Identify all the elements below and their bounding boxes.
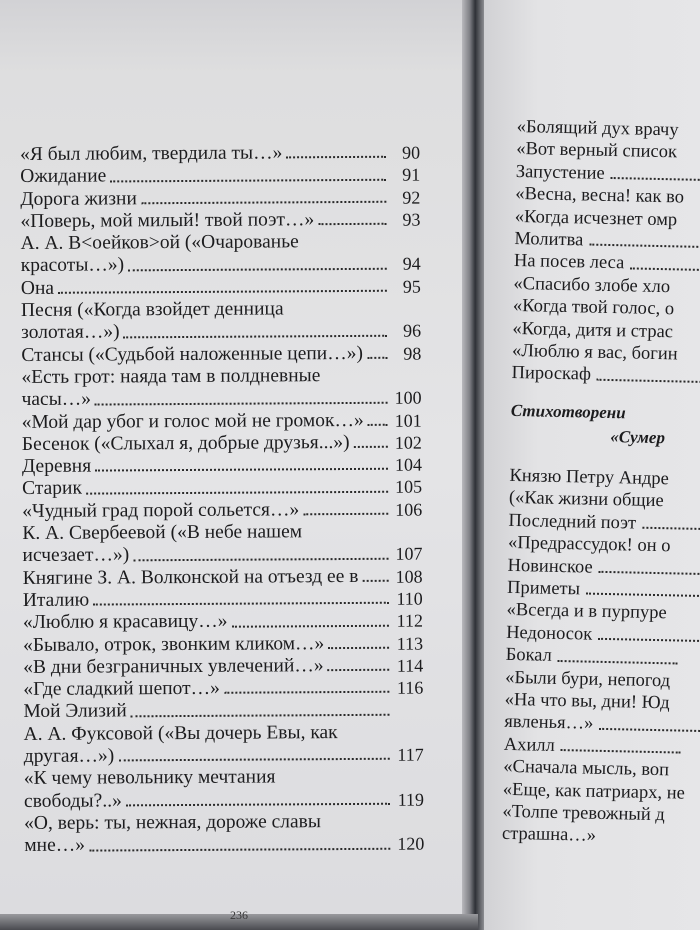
toc-entry-title-cont: золотая…»): [21, 321, 120, 344]
toc-entry-title: Деревня: [21, 455, 92, 478]
toc-entry-title: «К чему невольнику мечтания: [23, 766, 276, 790]
dot-leader: [598, 638, 700, 643]
toc-entry-title: А. А. Фуксовой («Вы дочерь Евы, как: [23, 721, 338, 745]
toc-entry-title: Ожидание: [20, 165, 107, 188]
toc-entry-title: «Поверь, мой милый! твой поэт…»: [20, 209, 315, 232]
toc-entry-title: Приметы: [506, 577, 581, 600]
toc-page-number: 112: [396, 610, 423, 631]
dot-leader: [126, 803, 390, 807]
dot-leader: [599, 571, 700, 576]
toc-entry-title: Стансы («Судьбой наложенные цепи…»): [21, 342, 364, 366]
toc-entry: [24, 766, 424, 813]
toc-page-number: 106: [395, 499, 423, 520]
dot-leader: [93, 602, 389, 606]
toc-entry-title: «О, верь: ты, нежная, дороже славы: [24, 811, 322, 834]
dot-leader: [642, 527, 700, 531]
toc-entry-title: Бесенок («Слыхал я, добрые друзья...»): [21, 431, 350, 455]
dot-leader: [128, 268, 387, 272]
toc-entry: [20, 142, 420, 167]
toc-page-number: 114: [396, 655, 424, 676]
toc-entry-title: «Я был любим, твердила ты…»: [20, 142, 283, 165]
toc-entry-title: Песня («Когда взойдет денница: [20, 298, 284, 322]
dot-leader: [58, 290, 387, 294]
toc-entry-title-cont: исчезает…»): [22, 544, 130, 567]
toc-entry-title: «Бывало, отрок, звонким кликом…»: [22, 632, 325, 656]
toc-page-number: 95: [402, 276, 421, 297]
toc-entry: [20, 164, 420, 189]
toc-entry: [21, 365, 421, 412]
toc-entry: [21, 342, 421, 367]
toc-entry-row: [24, 833, 424, 858]
toc-entry-title: Последний поэт: [508, 510, 637, 534]
dot-leader: [95, 401, 388, 405]
dot-leader: [86, 491, 388, 495]
toc-entry-title: «Вот верный список: [516, 139, 678, 163]
toc-entry: [23, 610, 423, 635]
toc-entry: [20, 186, 420, 211]
right-table-of-contents: [502, 116, 700, 851]
toc-page-number: 102: [394, 432, 422, 453]
toc-entry-title-cont: часы…»: [21, 388, 92, 411]
dot-leader: [367, 357, 387, 359]
toc-entry-row: [24, 788, 424, 813]
dot-leader: [124, 334, 388, 338]
toc-page-number: 117: [397, 744, 424, 765]
toc-entry: [21, 298, 421, 345]
toc-entry-title: «Когда твой голос, о: [512, 296, 675, 320]
toc-page-number: 120: [397, 833, 425, 854]
toc-entry: [22, 409, 422, 434]
toc-entry-title: Дорога жизни: [20, 187, 137, 210]
toc-entry: [23, 699, 423, 724]
toc-entry-title: Новинское: [507, 555, 593, 578]
toc-entry-title: Ахилл: [503, 734, 556, 756]
toc-page-number: 113: [396, 633, 424, 654]
dot-leader: [141, 201, 386, 204]
toc-entry-title: К. А. Свербеевой («В небе нашем: [22, 521, 303, 545]
page-number: 236: [230, 908, 248, 922]
toc-entry: [21, 231, 421, 278]
dot-leader: [89, 847, 390, 851]
toc-entry: [22, 431, 422, 456]
toc-entry-title: «Сначала мысль, воп: [503, 757, 670, 781]
toc-entry: [21, 275, 421, 300]
dot-leader: [589, 244, 700, 249]
toc-entry: [23, 565, 423, 612]
toc-entry-title: «Мой дар убог и голос мой не громок…»: [21, 409, 364, 433]
toc-entry-title: «Люблю я вас, богин: [511, 341, 678, 365]
toc-page-number: 92: [402, 187, 421, 208]
dot-leader: [318, 223, 386, 225]
dot-leader: [586, 593, 700, 598]
left-table-of-contents: [20, 142, 424, 858]
toc-entry-title: Она: [20, 277, 55, 299]
toc-entry-title: Княгине З. А. Волконской на отъезд ее в: [22, 565, 359, 589]
dot-leader: [558, 660, 678, 665]
dot-leader: [131, 713, 390, 717]
toc-entry-row: [24, 744, 424, 769]
dot-leader: [95, 468, 388, 472]
toc-entry-title: А. А. В<оейков>ой («Очарованье: [20, 231, 299, 255]
toc-entry-title: «Когда, дитя и страс: [512, 318, 674, 342]
toc-entry-title-cont: красоты…»): [20, 254, 125, 277]
toc-entry-row: [21, 253, 421, 278]
toc-entry-row: [21, 320, 421, 345]
toc-entry-title: «Люблю я красавицу…»: [22, 610, 228, 634]
toc-entry: [24, 810, 424, 857]
dot-leader: [328, 669, 390, 671]
dot-leader: [630, 267, 700, 272]
toc-entry-title-cont: Италию: [22, 589, 90, 611]
toc-entry-title: «Есть грот: наяда там в полдневные: [21, 365, 321, 388]
toc-entry-title: «Болящий дух врачу: [516, 116, 679, 141]
toc-page-number: 105: [395, 477, 423, 498]
toc-entry: [22, 498, 422, 523]
toc-entry-title: «Когда исчезнет омр: [514, 206, 678, 230]
section-subheading: «Сумер: [610, 426, 666, 448]
toc-page-number: 98: [403, 343, 422, 364]
toc-entry-title: [23, 565, 423, 590]
toc-page-number: 96: [403, 320, 422, 342]
toc-entry-title: «Были бури, непогод: [505, 667, 671, 691]
toc-page-number: 104: [394, 454, 423, 475]
toc-entry: [23, 654, 423, 679]
dot-leader: [599, 728, 700, 733]
dot-leader: [286, 156, 386, 159]
toc-entry-title: «Весна, весна! как во: [515, 184, 685, 208]
toc-entry-title: Недоносок: [505, 622, 593, 645]
toc-entry-title: На посев леса: [513, 251, 625, 274]
dot-leader: [303, 513, 388, 516]
toc-entry-title-cont: мне…»: [24, 834, 86, 857]
toc-page-number: 119: [397, 789, 425, 810]
dot-leader: [231, 624, 388, 627]
toc-page-number: 93: [402, 209, 421, 230]
toc-entry: [22, 521, 422, 568]
toc-entry: [20, 208, 420, 233]
toc-entry-title: Бокал: [505, 645, 553, 666]
toc-entry-row: [21, 387, 421, 412]
toc-page-number: 90: [401, 142, 421, 163]
dot-leader: [354, 446, 388, 448]
dot-leader: [368, 424, 388, 426]
dot-leader: [118, 758, 389, 762]
dot-leader: [110, 178, 386, 182]
toc-entry-title: «Чудный град порой сольется…»: [22, 499, 300, 522]
toc-entry-title: «В дни безграничных увлечений…»: [23, 654, 324, 678]
toc-page-number: 108: [395, 566, 423, 587]
book-gutter: [462, 0, 484, 930]
toc-entry-title: Мой Элизий: [23, 700, 127, 723]
dot-leader: [362, 580, 388, 582]
toc-entry-title: Старик: [22, 478, 82, 500]
dot-leader: [328, 647, 389, 649]
toc-entry-title: Запустение: [515, 161, 605, 184]
toc-entry-title: «Всегда и в пурпуре: [506, 600, 667, 624]
toc-entry-title: страшна…»: [501, 824, 597, 847]
toc-entry-title: Князю Петру Андре: [509, 465, 670, 490]
toc-page-number: 110: [396, 588, 423, 609]
toc-entry: [22, 476, 422, 501]
toc-page-number: 107: [395, 543, 423, 565]
toc-entry-title: «На что вы, дни! Юд: [504, 689, 670, 714]
toc-page-number: 116: [396, 677, 424, 698]
toc-page-number: 94: [402, 254, 421, 275]
dot-leader: [611, 177, 700, 182]
toc-entry: [24, 721, 424, 768]
toc-entry-title: Пироскаф: [511, 363, 592, 386]
toc-entry-title: «Толпе тревожный д: [502, 801, 665, 826]
dot-leader: [597, 379, 700, 384]
toc-entry-row: [23, 587, 423, 612]
dot-leader: [133, 557, 388, 561]
dot-leader: [561, 749, 681, 754]
toc-entry-title: Молитва: [514, 229, 584, 251]
toc-entry-title: «Спасибо злобе хло: [513, 273, 671, 298]
toc-entry-row: [22, 543, 422, 568]
toc-page-number: 91: [402, 164, 421, 185]
toc-entry-title: «Где сладкий шепот…»: [23, 677, 220, 701]
toc-entry: [22, 454, 422, 479]
toc-page-number: 101: [394, 410, 422, 431]
toc-page-number: 100: [394, 387, 422, 408]
toc-entry: [23, 632, 423, 657]
toc-entry-title: явленья…»: [504, 712, 594, 735]
section-heading: Стихотворени: [510, 400, 626, 423]
toc-entry-title: «Еще, как патриарх, не: [502, 779, 686, 804]
toc-entry-title: «Предрассудок! он о: [507, 533, 671, 557]
toc-entry-title-cont: другая…»): [23, 745, 115, 768]
dot-leader: [224, 691, 389, 694]
toc-entry: [23, 677, 423, 702]
toc-entry-title-cont: свободы?..»: [23, 790, 122, 812]
toc-entry-title: («Как жизни общие: [508, 488, 664, 512]
